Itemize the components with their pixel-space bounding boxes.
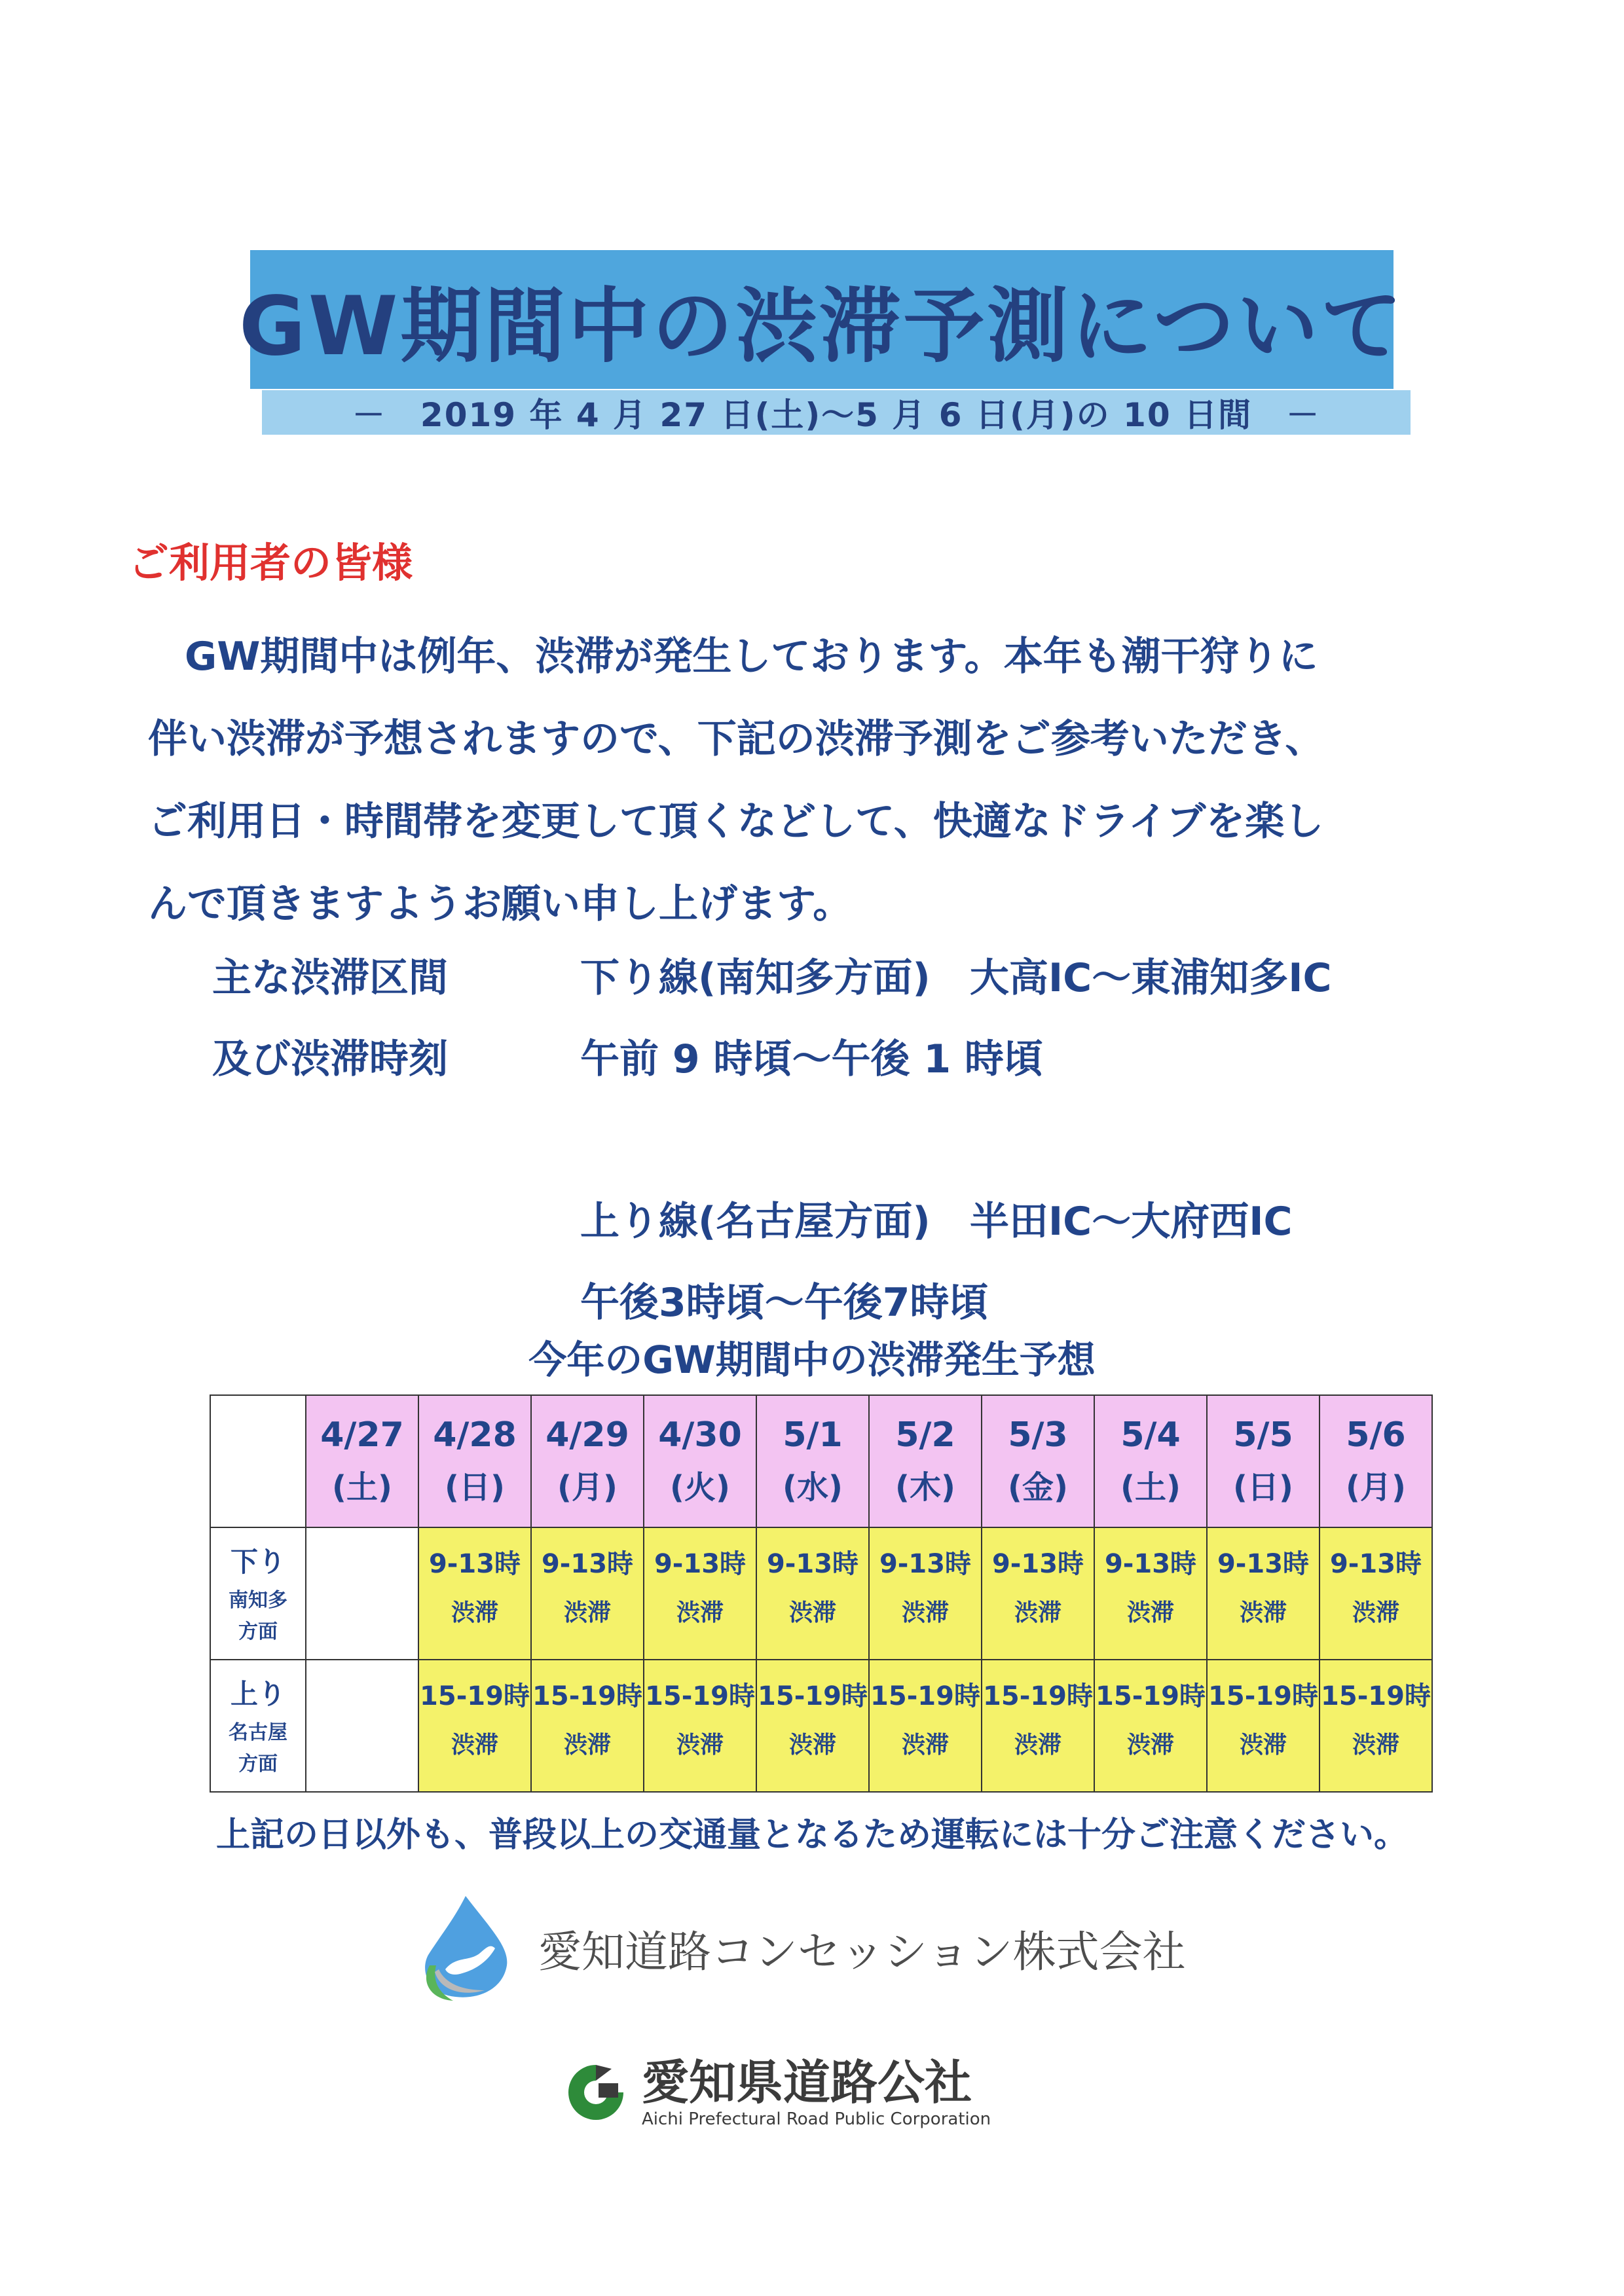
jam-status: 渋滞 xyxy=(676,1599,724,1626)
weekday-label: (土) xyxy=(332,1469,392,1506)
date-header-cell xyxy=(756,1395,869,1527)
jam-time: 9-13時 xyxy=(1104,1549,1197,1579)
date-label: 5/3 xyxy=(1008,1415,1068,1455)
weekday-label: (火) xyxy=(670,1469,730,1506)
jam-cell xyxy=(756,1660,869,1792)
jam-status: 渋滞 xyxy=(788,1599,836,1626)
jam-cell xyxy=(1094,1660,1207,1792)
jam-status: 渋滞 xyxy=(451,1599,498,1626)
concession-name: 愛知道路コンセッション株式会社 xyxy=(538,1926,1186,1977)
direction-sub: 方面 xyxy=(238,1753,278,1776)
title-banner xyxy=(238,250,1405,389)
up-time: 午後3時頃～午後7時頃 xyxy=(580,1280,989,1326)
date-header-cell xyxy=(306,1395,418,1527)
jam-cell xyxy=(1320,1527,1432,1660)
corporation-name-en: Aichi Prefectural Road Public Corporation xyxy=(642,2109,991,2129)
notice-line: GW期間中は例年、渋滞が発生しております。本年も潮干狩りに xyxy=(185,634,1318,680)
weekday-label: (金) xyxy=(1008,1469,1068,1506)
weekday-label: (日) xyxy=(445,1469,505,1506)
date-label: 5/5 xyxy=(1233,1415,1293,1455)
concession-org xyxy=(416,1892,1186,2003)
jam-time: 9-13時 xyxy=(766,1549,859,1579)
greeting-heading: ご利用者の皆様 xyxy=(128,539,413,587)
date-label: 5/1 xyxy=(783,1415,843,1455)
jam-time: 15-19時 xyxy=(1096,1681,1206,1711)
jam-status: 渋滞 xyxy=(1126,1599,1174,1626)
date-label: 4/29 xyxy=(545,1415,629,1455)
no-jam-cell xyxy=(306,1660,418,1792)
jam-cell xyxy=(531,1527,644,1660)
table-title: 今年のGW期間中の渋滞発生予想 xyxy=(528,1338,1096,1382)
direction-name: 上り xyxy=(230,1678,286,1710)
jam-time: 15-19時 xyxy=(983,1681,1093,1711)
jam-time: 9-13時 xyxy=(654,1549,747,1579)
jam-status: 渋滞 xyxy=(1126,1732,1174,1758)
jam-time: 15-19時 xyxy=(645,1681,755,1711)
jam-cell xyxy=(1320,1660,1432,1792)
direction-sub: 名古屋 xyxy=(229,1721,287,1744)
corporation-org xyxy=(564,2056,991,2129)
weekday-label: (木) xyxy=(895,1469,955,1506)
direction-label-up xyxy=(210,1660,306,1792)
direction-sub: 方面 xyxy=(238,1620,278,1643)
date-header-cell xyxy=(1207,1395,1320,1527)
date-header-cell xyxy=(1320,1395,1432,1527)
jam-status: 渋滞 xyxy=(1014,1732,1061,1758)
direction-sub: 南知多 xyxy=(229,1589,287,1612)
jam-cell xyxy=(869,1527,982,1660)
date-header-cell xyxy=(531,1395,644,1527)
weekday-label: (土) xyxy=(1120,1469,1181,1506)
jam-time: 15-19時 xyxy=(1321,1681,1431,1711)
jam-status: 渋滞 xyxy=(1239,1599,1287,1626)
jam-cell xyxy=(531,1660,644,1792)
jam-time: 9-13時 xyxy=(428,1549,521,1579)
jam-time: 15-19時 xyxy=(420,1681,530,1711)
jam-time: 9-13時 xyxy=(1329,1549,1422,1579)
no-jam-cell xyxy=(306,1527,418,1660)
notice-line: んで頂きますようお願い申し上げます。 xyxy=(148,881,853,927)
corporation-name: 愛知県道路公社 xyxy=(642,2055,972,2110)
direction-name: 下り xyxy=(230,1546,286,1578)
page-title: GW期間中の渋滞予測について xyxy=(238,280,1405,374)
jam-status: 渋滞 xyxy=(451,1732,498,1758)
jam-time: 15-19時 xyxy=(532,1681,642,1711)
notice-line: ご利用日・時間帯を変更して頂くなどして、快適なドライブを楽し xyxy=(148,799,1324,845)
concession-logo-icon xyxy=(416,1892,515,2003)
weekday-label: (水) xyxy=(783,1469,843,1506)
jam-time: 15-19時 xyxy=(870,1681,980,1711)
jam-cell xyxy=(1207,1660,1320,1792)
jam-status: 渋滞 xyxy=(788,1732,836,1758)
date-header-cell xyxy=(1094,1395,1207,1527)
up-route: 上り線(名古屋方面) 半田IC～大府西IC xyxy=(580,1199,1293,1245)
jam-cell xyxy=(1094,1527,1207,1660)
jam-time: 15-19時 xyxy=(758,1681,868,1711)
down-route: 下り線(南知多方面) 大高IC～東浦知多IC xyxy=(580,955,1332,1001)
section-label xyxy=(212,938,448,1100)
jam-status: 渋滞 xyxy=(901,1732,949,1758)
jam-status: 渋滞 xyxy=(1352,1599,1399,1626)
jam-cell xyxy=(982,1660,1094,1792)
date-label: 4/28 xyxy=(433,1415,517,1455)
weekday-label: (月) xyxy=(1346,1469,1406,1506)
section-detail xyxy=(580,938,1332,1343)
footnote: 上記の日以外も、普段以上の交通量となるため運転には十分ご注意ください。 xyxy=(215,1815,1408,1855)
jam-status: 渋滞 xyxy=(563,1599,611,1626)
jam-time: 9-13時 xyxy=(541,1549,634,1579)
section-label-line: 主な渋滞区間 xyxy=(212,955,448,1001)
date-header-row xyxy=(210,1395,1432,1527)
section-label-line: 及び渋滞時刻 xyxy=(212,1036,448,1082)
date-label: 5/2 xyxy=(895,1415,955,1455)
period-text: － 2019 年 4 月 27 日(土)～5 月 6 日(月)の 10 日間 － xyxy=(352,396,1321,434)
corporation-logo-icon xyxy=(564,2061,627,2124)
jam-time: 9-13時 xyxy=(1217,1549,1310,1579)
date-header-cell xyxy=(644,1395,756,1527)
notice-line: 伴い渋滞が予想されますので、下記の渋滞予測をご参考いただき、 xyxy=(148,716,1325,762)
table-row xyxy=(210,1660,1432,1792)
direction-label-down xyxy=(210,1527,306,1660)
jam-status: 渋滞 xyxy=(1352,1732,1399,1758)
notice-paragraph xyxy=(148,615,1517,945)
jam-status: 渋滞 xyxy=(1239,1732,1287,1758)
congestion-table xyxy=(210,1394,1433,1793)
table-row xyxy=(210,1527,1432,1660)
date-header-cell xyxy=(418,1395,531,1527)
date-label: 4/30 xyxy=(658,1415,742,1455)
jam-status: 渋滞 xyxy=(1014,1599,1061,1626)
jam-cell xyxy=(869,1660,982,1792)
jam-status: 渋滞 xyxy=(563,1732,611,1758)
date-label: 5/6 xyxy=(1346,1415,1406,1455)
jam-cell xyxy=(644,1527,756,1660)
jam-time: 9-13時 xyxy=(879,1549,972,1579)
jam-status: 渋滞 xyxy=(676,1732,724,1758)
jam-time: 15-19時 xyxy=(1208,1681,1318,1711)
jam-status: 渋滞 xyxy=(901,1599,949,1626)
corporation-text xyxy=(642,2056,991,2129)
date-header-cell xyxy=(869,1395,982,1527)
date-label: 5/4 xyxy=(1120,1415,1181,1455)
jam-time: 9-13時 xyxy=(991,1549,1084,1579)
date-header-cell xyxy=(982,1395,1094,1527)
jam-cell xyxy=(982,1527,1094,1660)
jam-cell xyxy=(418,1527,531,1660)
period-banner xyxy=(262,390,1411,435)
date-label: 4/27 xyxy=(320,1415,404,1455)
jam-cell xyxy=(644,1660,756,1792)
jam-cell xyxy=(418,1660,531,1792)
corner-cell xyxy=(210,1395,306,1527)
weekday-label: (日) xyxy=(1233,1469,1293,1506)
down-time: 午前 9 時頃～午後 1 時頃 xyxy=(580,1036,1044,1082)
jam-cell xyxy=(756,1527,869,1660)
weekday-label: (月) xyxy=(557,1469,618,1506)
jam-cell xyxy=(1207,1527,1320,1660)
